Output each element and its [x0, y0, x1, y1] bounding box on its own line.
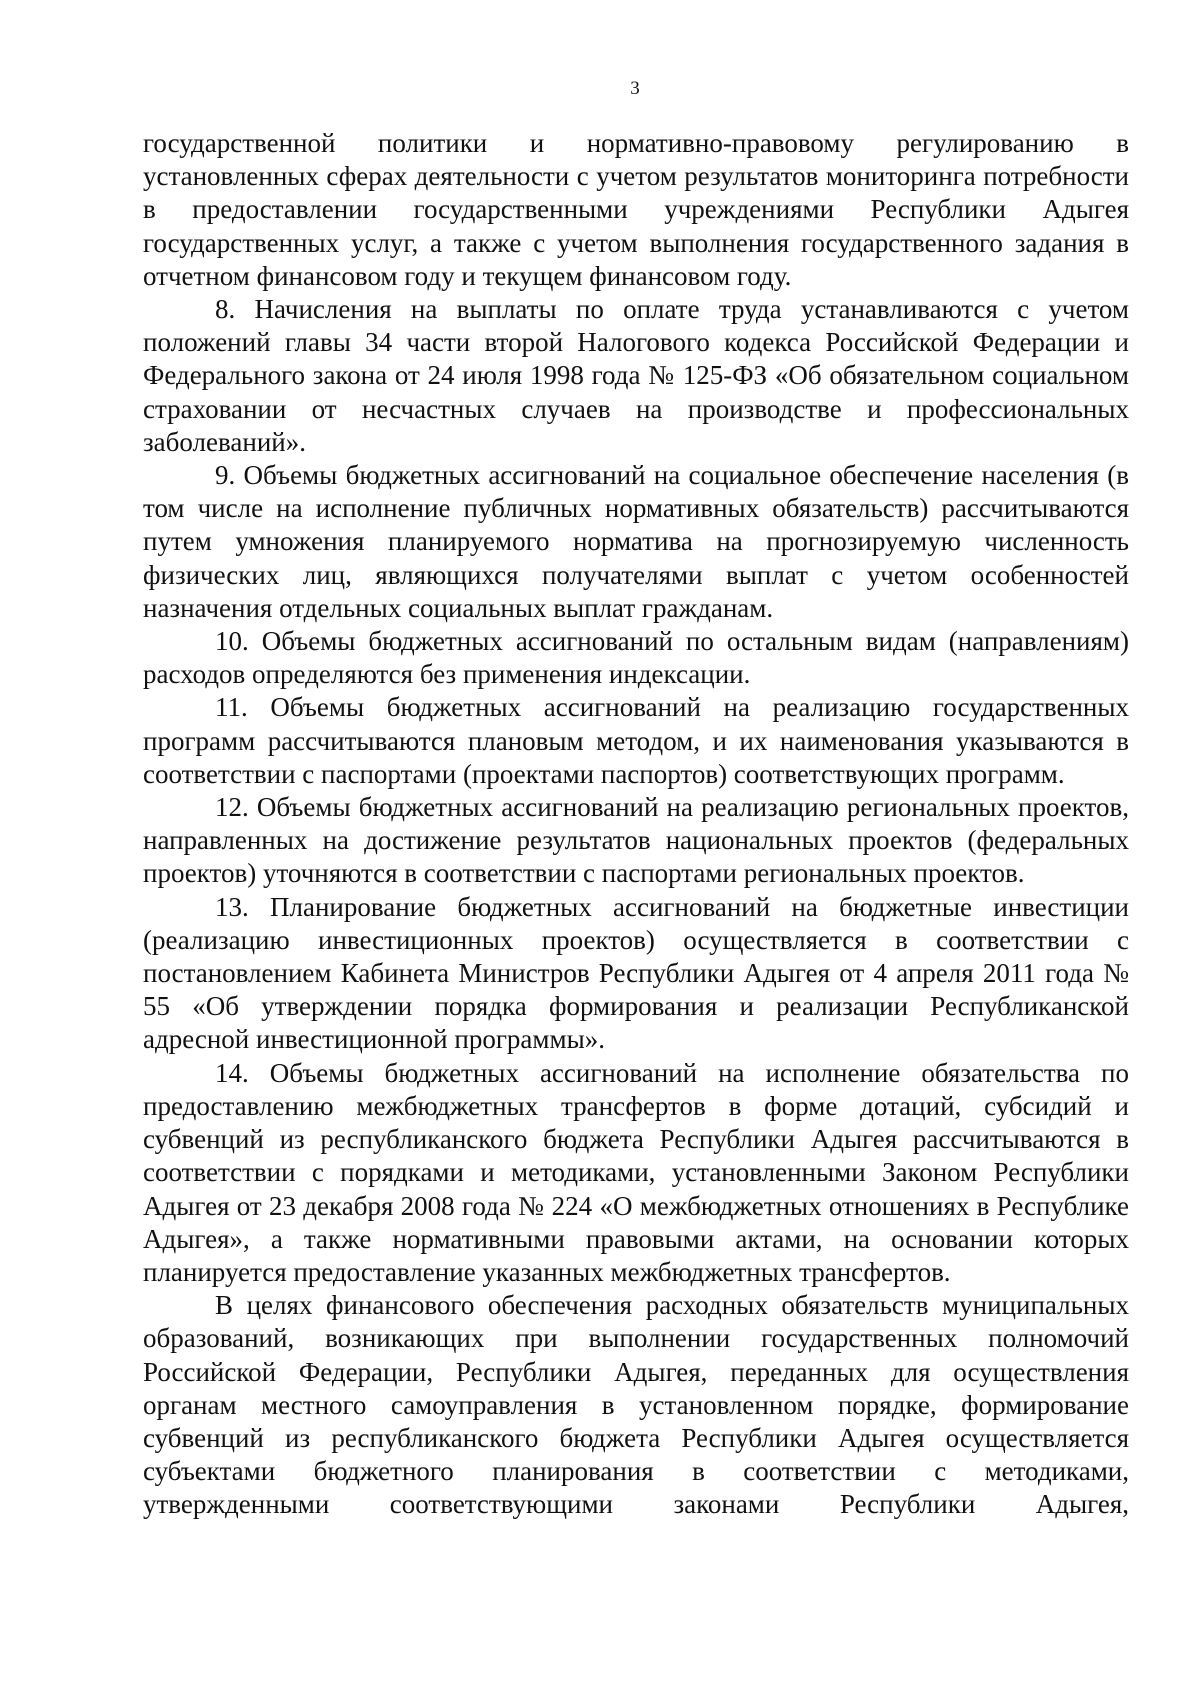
- paragraph-subventions: В целях финансового обеспечения расходных обязательств муниципальных образований, возникающих при выполнении государственных полномочий Российской Федерации, Республики Адыгея, переданных для осуществления органам местного самоуправления в установленном порядке, формирование субвенций из республиканского бюджета Республики Адыгея осуществляется субъектами бюджетного планирования в соответствии с методиками, утвержденными соответствующими законами Республики Адыгея,: [143, 1290, 1129, 1520]
- document-body: [143, 127, 1129, 1522]
- paragraph-item-11: 11. Объемы бюджетных ассигнований на реализацию государственных программ рассчитываются плановым методом, и их наименования указываются в соответствии с паспортами (проектами паспортов) соответствующих программ.: [143, 692, 1129, 789]
- paragraph-item-12: 12. Объемы бюджетных ассигнований на реализацию региональных проектов, направленных на достижение результатов национальных проектов (федеральных проектов) уточняются в соответствии с паспортами региональных проектов.: [143, 792, 1129, 889]
- page-number: 3: [630, 78, 640, 99]
- paragraph-item-10: 10. Объемы бюджетных ассигнований по остальным видам (направлениям) расходов определяются без применения индексации.: [143, 626, 1129, 690]
- paragraph-item-13: 13. Планирование бюджетных ассигнований на бюджетные инвестиции (реализацию инвестиционных проектов) осуществляется в соответствии с постановлением Кабинета Министров Республики Адыгея от 4 апреля 2011 года № 55 «Об утверждении порядка формирования и реализации Республиканской адресной инвестиционной программы».: [143, 891, 1129, 1055]
- paragraph-item-9: 9. Объемы бюджетных ассигнований на социальное обеспечение населения (в том числе на исполнение публичных нормативных обязательств) рассчитываются путем умножения планируемого норматива на прогнозируемую численность физических лиц, являющихся получателями выплат с учетом особенностей назначения отдельных социальных выплат гражданам.: [143, 460, 1129, 623]
- paragraph-continuation: государственной политики и нормативно-правовому регулированию в установленных сферах деятельности с учетом результатов мониторинга потребности в предоставлении государственными учреждениями Республики Адыгея государственных услуг, а также с учетом выполнения государственного задания в отчетном финансовом году и текущем финансовом году.: [143, 128, 1129, 291]
- paragraph-item-14: 14. Объемы бюджетных ассигнований на исполнение обязательства по предоставлению межбюджетных трансфертов в форме дотаций, субсидий и субвенций из республиканского бюджета Республики Адыгея рассчитываются в соответствии с порядками и методиками, установленными Законом Республики Адыгея от 23 декабря 2008 года № 224 «О межбюджетных отношениях в Республике Адыгея», а также нормативными правовыми актами, на основании которых планируется предоставление указанных межбюджетных трансфертов.: [143, 1057, 1129, 1287]
- paragraph-item-8: 8. Начисления на выплаты по оплате труда устанавливаются с учетом положений главы 34 части второй Налогового кодекса Российской Федерации и Федерального закона от 24 июля 1998 года № 125-ФЗ «Об обязательном социальном страховании от несчастных случаев на производстве и профессиональных заболеваний».: [143, 294, 1129, 457]
